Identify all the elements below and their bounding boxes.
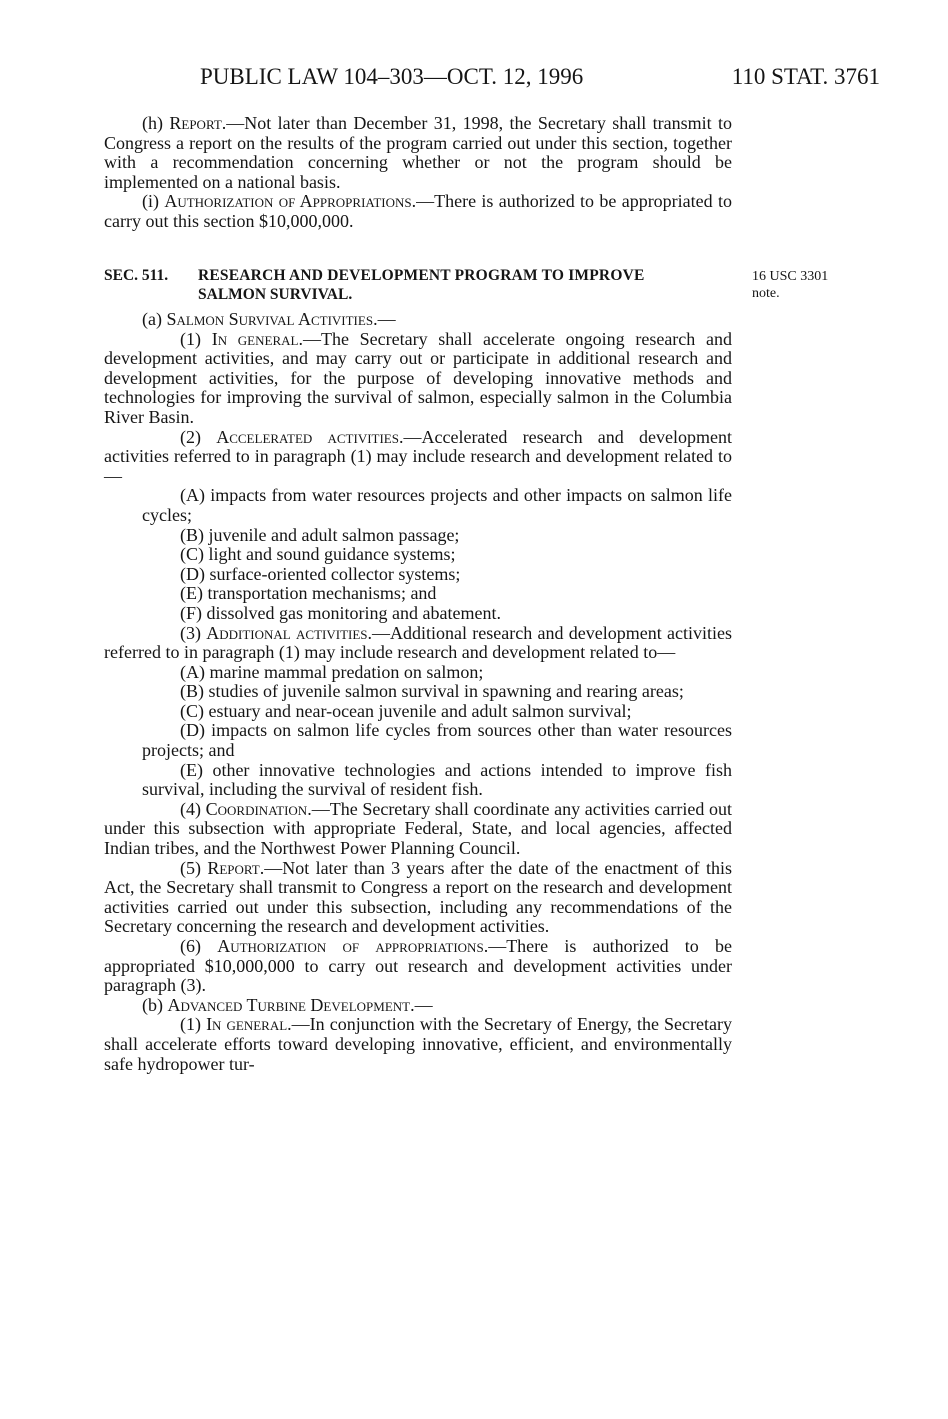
section-number: SEC. 511. bbox=[104, 267, 169, 284]
list-item-a2-A: (A) impacts from water resources projects and other impacts on salmon life cycles; bbox=[142, 485, 732, 525]
paragraph-a6: (6) Authorization of appropriations.—There is authorized to be appropriated $10,000,000 to carry out research and development activities under paragraph (3). bbox=[104, 936, 732, 996]
list-item-a2-F: (F) dissolved gas monitoring and abatement. bbox=[180, 602, 501, 623]
list-item-a2-D: (D) surface-oriented collector systems; bbox=[180, 563, 461, 584]
list-item-a2-B: (B) juvenile and adult salmon passage; bbox=[180, 524, 460, 545]
section-title-line1: RESEARCH AND DEVELOPMENT PROGRAM TO IMPROVE bbox=[198, 267, 645, 284]
paragraph-b1: (1) In general.—In conjunction with the Secretary of Energy, the Secretary shall accelerate efforts toward developing innovative, efficient, and environmentally safe hydropower tur- bbox=[104, 1014, 732, 1074]
margin-note bbox=[752, 268, 828, 302]
margin-note-line1: 16 USC 3301 bbox=[752, 269, 829, 284]
list-item-a3-B: (B) studies of juvenile salmon survival in spawning and rearing areas; bbox=[180, 681, 684, 702]
margin-note-line2: note. bbox=[752, 286, 780, 301]
list-item-a2-E: (E) transportation mechanisms; and bbox=[180, 583, 437, 604]
section-heading bbox=[104, 266, 732, 304]
paragraph-a2: (2) Accelerated activities.—Accelerated research and development activities referred to in paragraph (1) may include research and development related to— bbox=[104, 426, 732, 486]
header-public-law: PUBLIC LAW 104–303—OCT. 12, 1996 bbox=[200, 64, 584, 89]
top-paragraphs bbox=[104, 114, 732, 232]
subsection-a-heading: (a) Salmon Survival Activities.— bbox=[142, 309, 396, 329]
paragraph-h-report: (h) Report.—Not later than December 31, 1998, the Secretary shall transmit to Congress a report on the results of the program carried out under this section, together with a recommendation concerning whether or not the program should be implemented on a national basis. bbox=[104, 113, 732, 192]
list-item-a3-C: (C) estuary and near-ocean juvenile and adult salmon survival; bbox=[180, 700, 632, 721]
header-stat-page: 110 STAT. 3761 bbox=[731, 64, 880, 89]
paragraph-i-authorization: (i) Authorization of Appropriations.—There is authorized to be appropriated to carry out this section $10,000,000. bbox=[104, 191, 732, 231]
list-item-a3-D: (D) impacts on salmon life cycles from sources other than water resources projects; and bbox=[142, 720, 732, 761]
list-item-a2-C: (C) light and sound guidance systems; bbox=[180, 544, 456, 565]
paragraph-a1: (1) In general.—The Secretary shall accelerate ongoing research and development activities, and may carry out or participate in additional research and development activities, for the purpose of developing innovative methods and technologies for improving the survival of salmon, especially salmon in the Columbia River Basin. bbox=[104, 328, 732, 427]
subsection-b-heading: (b) Advanced Turbine Development.— bbox=[142, 994, 433, 1015]
section-body bbox=[104, 310, 732, 1074]
list-item-a3-E: (E) other innovative technologies and actions intended to improve fish survival, including the survival of resident fish. bbox=[142, 759, 732, 800]
list-item-a3-A: (A) marine mammal predation on salmon; bbox=[180, 661, 484, 682]
section-title-line2: SALMON SURVIVAL. bbox=[198, 286, 353, 303]
paragraph-a5: (5) Report.—Not later than 3 years after the date of the enactment of this Act, the Secretary shall transmit to Congress a report on the research and development activities carried out under this subsection, including any recommendations of the Secretary concerning the research and development activities. bbox=[104, 857, 732, 937]
paragraph-a4: (4) Coordination.—The Secretary shall coordinate any activities carried out under this subsection with appropriate Federal, State, and local agencies, affected Indian tribes, and the Northwest Power Planning Council. bbox=[104, 798, 732, 859]
paragraph-a3: (3) Additional activities.—Additional research and development activities referred to in paragraph (1) may include research and development related to— bbox=[104, 622, 732, 663]
